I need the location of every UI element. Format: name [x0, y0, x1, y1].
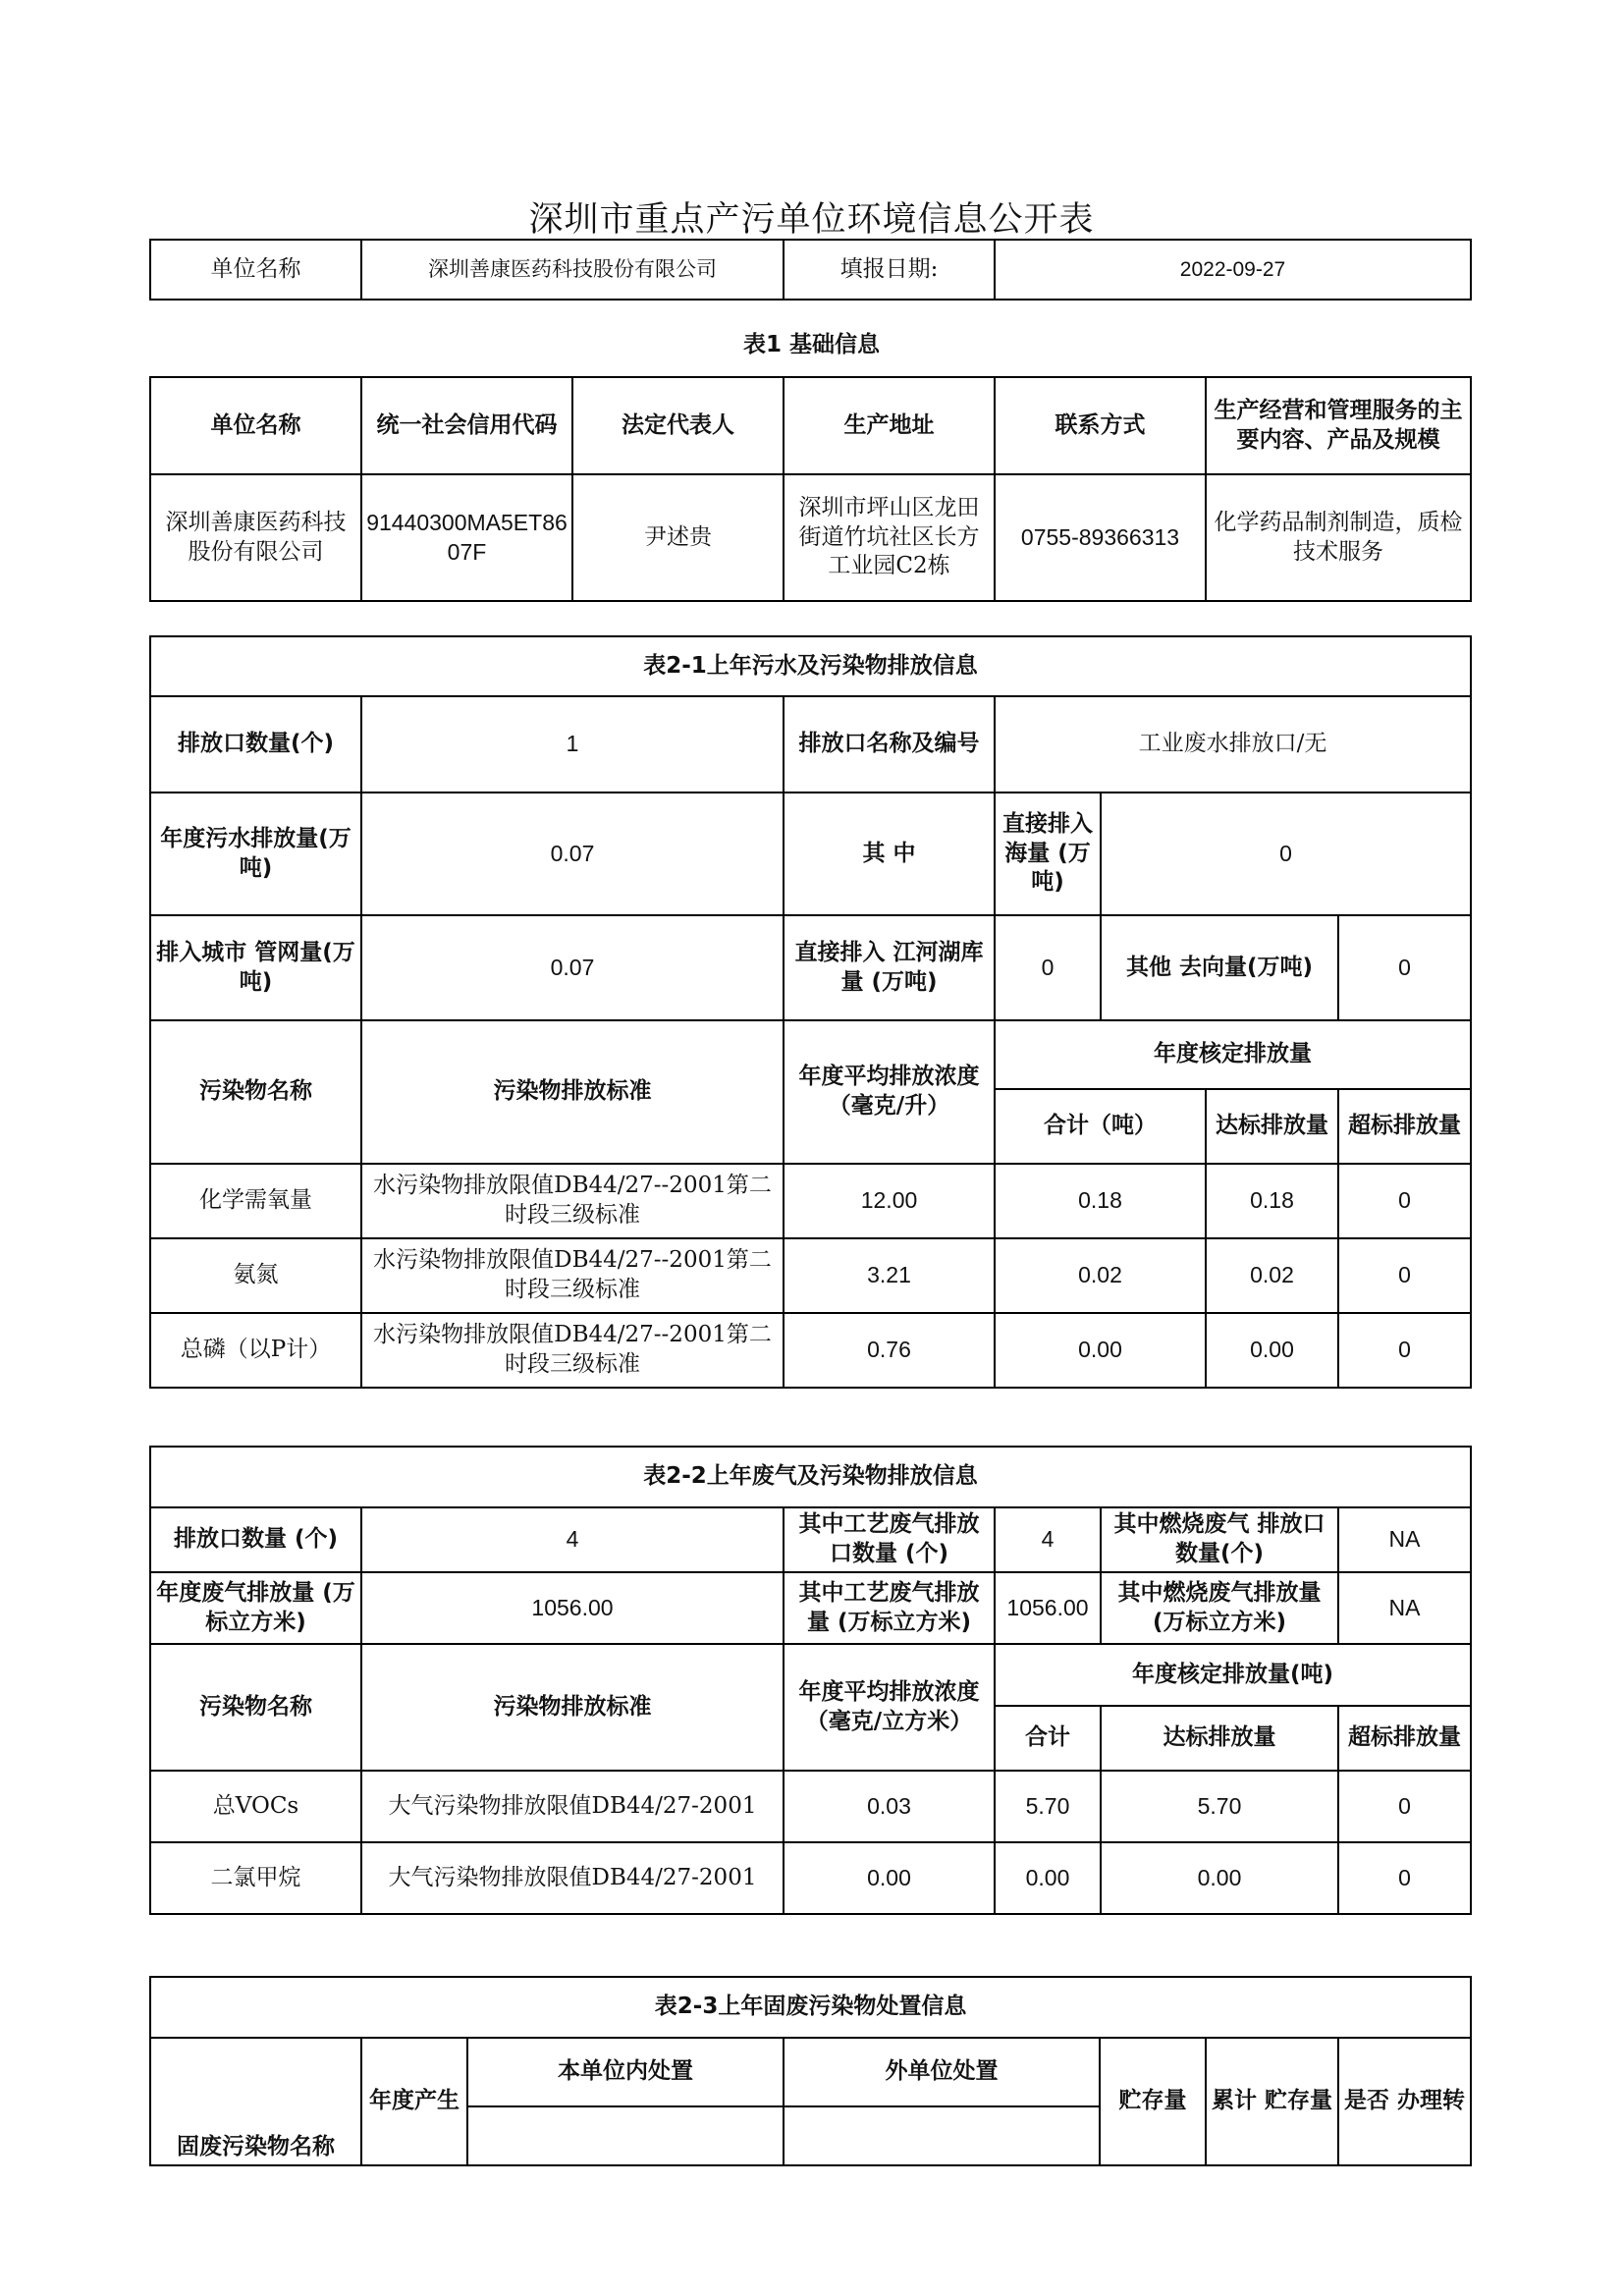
t1-legal-rep-value: 尹述贵: [572, 474, 784, 601]
t23-col-external: 外单位处置: [784, 2038, 1100, 2106]
t21-outlet-name-label: 排放口名称及编号: [784, 696, 995, 793]
t22-col-name: 污染物名称: [150, 1644, 361, 1771]
t21-col-total: 合计（吨）: [995, 1089, 1206, 1164]
t23-col-cumulative: 累计 贮存量: [1206, 2038, 1338, 2165]
t21-row-name: 总磷（以P计）: [150, 1313, 361, 1388]
t1-business-value: 化学药品制剂制造，质检技术服务: [1206, 474, 1471, 601]
t23-col-internal: 本单位内处置: [467, 2038, 784, 2106]
t21-row-conc: 0.76: [784, 1313, 995, 1388]
t1-header-address: 生产地址: [784, 377, 995, 474]
t21-annual-label: 年度污水排放量(万吨): [150, 793, 361, 915]
t21-row-name: 氨氮: [150, 1238, 361, 1313]
t21-direct-sea-value: 0: [1101, 793, 1471, 915]
t21-col-name: 污染物名称: [150, 1020, 361, 1164]
t23-col-transfer: 是否 办理转: [1338, 2038, 1471, 2165]
t22-combust-outlet-value: NA: [1338, 1507, 1471, 1572]
t1-header-unit: 单位名称: [150, 377, 361, 474]
page-title: 深圳市重点产污单位环境信息公开表: [528, 200, 1095, 240]
t22-row-total: 5.70: [995, 1771, 1101, 1842]
fill-date-value: 2022-09-27: [995, 240, 1471, 300]
t21-other-value: 0: [1338, 915, 1471, 1020]
t22-row-conc: 0.03: [784, 1771, 995, 1842]
t22-row-total: 0.00: [995, 1842, 1101, 1914]
t21-row-conc: 3.21: [784, 1238, 995, 1313]
t21-row-exceed: 0: [1338, 1238, 1471, 1313]
t21-river-value: 0: [995, 915, 1101, 1020]
t1-header-business: 生产经营和管理服务的主要内容、产品及规模: [1206, 377, 1471, 474]
t21-row-standard: 水污染物排放限值DB44/27--2001第二时段三级标准: [361, 1238, 784, 1313]
t22-annual-value: 1056.00: [361, 1572, 784, 1644]
t21-row-compliant: 0.18: [1206, 1164, 1338, 1238]
t21-row-standard: 水污染物排放限值DB44/27--2001第二时段三级标准: [361, 1164, 784, 1238]
t1-credit-code-value: 91440300MA5ET8607F: [361, 474, 572, 601]
t22-row-compliant: 0.00: [1101, 1842, 1338, 1914]
t23-col-annual: 年度产生: [361, 2038, 467, 2165]
t21-col-conc: 年度平均排放浓度（毫克/升）: [784, 1020, 995, 1164]
t21-city-label: 排入城市 管网量(万吨): [150, 915, 361, 1020]
t22-combust-amount-value: NA: [1338, 1572, 1471, 1644]
fill-date-label: 填报日期:: [784, 240, 995, 300]
t22-row-exceed: 0: [1338, 1771, 1471, 1842]
t22-row-name: 二氯甲烷: [150, 1842, 361, 1914]
t21-row-name: 化学需氧量: [150, 1164, 361, 1238]
t21-row-compliant: 0.00: [1206, 1313, 1338, 1388]
table1-caption: 表1 基础信息: [742, 332, 880, 357]
t22-outlet-count-label: 排放口数量 (个): [150, 1507, 361, 1572]
t22-col-standard: 污染物排放标准: [361, 1644, 784, 1771]
t22-combust-outlet-label: 其中燃烧废气 排放口数量(个): [1101, 1507, 1338, 1572]
t22-col-conc: 年度平均排放浓度（毫克/立方米）: [784, 1644, 995, 1771]
t21-other-label: 其他 去向量(万吨): [1101, 915, 1338, 1020]
t22-col-verified: 年度核定排放量(吨): [995, 1644, 1471, 1706]
t23-caption: 表2-3上年固废污染物处置信息: [150, 1977, 1471, 2038]
t21-row-exceed: 0: [1338, 1164, 1471, 1238]
t22-caption: 表2-2上年废气及污染物排放信息: [150, 1447, 1471, 1507]
t21-annual-value: 0.07: [361, 793, 784, 915]
t21-outlet-count-label: 排放口数量(个): [150, 696, 361, 793]
t22-process-outlet-label: 其中工艺废气排放口数量 (个): [784, 1507, 995, 1572]
t21-row-total: 0.00: [995, 1313, 1206, 1388]
t1-contact-value: 0755-89366313: [995, 474, 1206, 601]
t22-outlet-count-value: 4: [361, 1507, 784, 1572]
t22-row-standard: 大气污染物排放限值DB44/27-2001: [361, 1842, 784, 1914]
unit-name-label: 单位名称: [150, 240, 361, 300]
t21-river-label: 直接排入 江河湖库量 (万吨): [784, 915, 995, 1020]
t21-outlet-count-value: 1: [361, 696, 784, 793]
t21-row-conc: 12.00: [784, 1164, 995, 1238]
t22-row-name: 总VOCs: [150, 1771, 361, 1842]
t21-among-label: 其 中: [784, 793, 995, 915]
t22-col-total: 合计: [995, 1706, 1101, 1771]
t23-col-storage: 贮存量: [1100, 2038, 1206, 2165]
t21-row-exceed: 0: [1338, 1313, 1471, 1388]
t22-process-amount-value: 1056.00: [995, 1572, 1101, 1644]
t21-city-value: 0.07: [361, 915, 784, 1020]
t22-row-compliant: 5.70: [1101, 1771, 1338, 1842]
t22-col-exceed: 超标排放量: [1338, 1706, 1471, 1771]
t21-row-standard: 水污染物排放限值DB44/27--2001第二时段三级标准: [361, 1313, 784, 1388]
t22-col-compliant: 达标排放量: [1101, 1706, 1338, 1771]
t22-process-outlet-value: 4: [995, 1507, 1101, 1572]
t21-col-compliant: 达标排放量: [1206, 1089, 1338, 1164]
t21-col-verified: 年度核定排放量: [995, 1020, 1471, 1089]
t21-row-total: 0.18: [995, 1164, 1206, 1238]
t1-header-credit-code: 统一社会信用代码: [361, 377, 572, 474]
t22-annual-label: 年度废气排放量 (万标立方米): [150, 1572, 361, 1644]
t1-unit-value: 深圳善康医药科技股份有限公司: [150, 474, 361, 601]
t21-direct-sea-label: 直接排入海量 (万吨): [995, 793, 1101, 915]
t21-row-total: 0.02: [995, 1238, 1206, 1313]
t21-col-standard: 污染物排放标准: [361, 1020, 784, 1164]
t22-process-amount-label: 其中工艺废气排放量 (万标立方米): [784, 1572, 995, 1644]
t23-col-name: 固废污染物名称: [150, 2038, 361, 2165]
t1-address-value: 深圳市坪山区龙田街道竹坑社区长方工业园C2栋: [784, 474, 995, 601]
unit-name-value: 深圳善康医药科技股份有限公司: [361, 240, 784, 300]
t21-col-exceed: 超标排放量: [1338, 1089, 1471, 1164]
t22-row-standard: 大气污染物排放限值DB44/27-2001: [361, 1771, 784, 1842]
t21-outlet-name-value: 工业废水排放口/无: [995, 696, 1471, 793]
t1-header-legal-rep: 法定代表人: [572, 377, 784, 474]
t21-caption: 表2-1上年污水及污染物排放信息: [150, 636, 1471, 696]
t21-row-compliant: 0.02: [1206, 1238, 1338, 1313]
solid-waste-table: [149, 1976, 1472, 2166]
t1-header-contact: 联系方式: [995, 377, 1206, 474]
t22-row-conc: 0.00: [784, 1842, 995, 1914]
t22-row-exceed: 0: [1338, 1842, 1471, 1914]
t22-combust-amount-label: 其中燃烧废气排放量(万标立方米): [1101, 1572, 1338, 1644]
